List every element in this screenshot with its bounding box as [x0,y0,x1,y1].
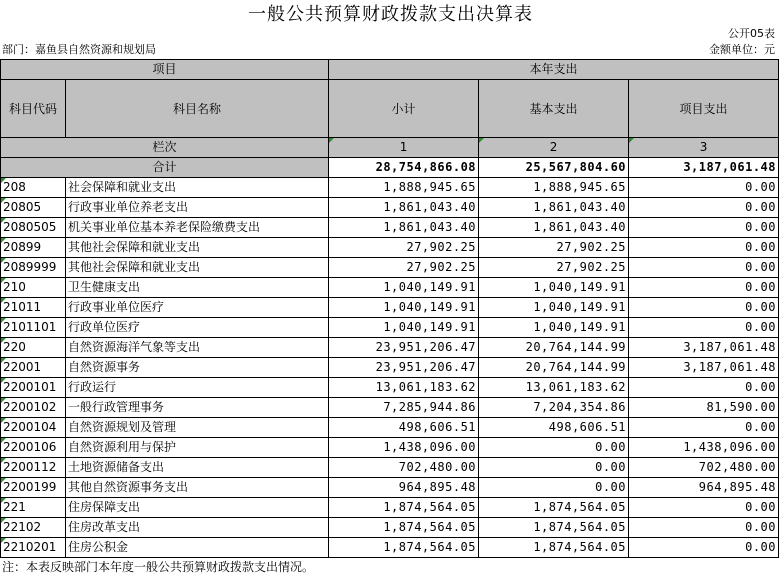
row-project: 0.00 [629,318,779,338]
table-row [1,218,779,238]
row-project: 0.00 [629,178,779,198]
row-code: 221 [1,498,66,518]
row-subtotal: 1,040,149.91 [329,318,479,338]
row-basic: 1,040,149.91 [479,278,629,298]
row-code: 2089999 [1,258,66,278]
row-code: 2200199 [1,478,66,498]
row-code: 2200106 [1,438,66,458]
row-name: 其他自然资源事务支出 [66,478,329,498]
table-row [1,198,779,218]
row-name: 社会保障和就业支出 [66,178,329,198]
unit-label: 金额单位：元 [709,43,775,56]
row-name: 行政事业单位医疗 [66,298,329,318]
table-row [1,238,779,258]
header-subtotal: 小计 [329,80,479,138]
column-no-1: 1 [329,138,479,158]
row-basic: 7,204,354.86 [479,398,629,418]
row-basic: 20,764,144.99 [479,358,629,378]
row-basic: 13,061,183.62 [479,378,629,398]
row-basic: 1,874,564.05 [479,498,629,518]
row-name: 其他社会保障和就业支出 [66,258,329,278]
header-name: 科目名称 [66,80,329,138]
row-project: 1,438,096.00 [629,438,779,458]
row-basic: 20,764,144.99 [479,338,629,358]
row-basic: 1,040,149.91 [479,318,629,338]
row-name: 自然资源海洋气象等支出 [66,338,329,358]
row-project: 3,187,061.48 [629,338,779,358]
row-basic: 0.00 [479,478,629,498]
row-name: 住房公积金 [66,538,329,558]
row-name: 卫生健康支出 [66,278,329,298]
row-name: 行政单位医疗 [66,318,329,338]
row-project: 0.00 [629,298,779,318]
table-row [1,398,779,418]
row-subtotal: 702,480.00 [329,458,479,478]
row-project: 0.00 [629,238,779,258]
row-subtotal: 1,874,564.05 [329,518,479,538]
row-project: 0.00 [629,378,779,398]
row-name: 住房改革支出 [66,518,329,538]
row-basic: 27,902.25 [479,258,629,278]
column-no-label: 栏次 [1,138,329,158]
row-code: 208 [1,178,66,198]
row-subtotal: 1,040,149.91 [329,278,479,298]
table-code: 公开05表 [728,27,775,40]
row-subtotal: 23,951,206.47 [329,358,479,378]
header-item-group: 项目 [1,60,329,80]
total-basic: 25,567,804.60 [479,158,629,178]
row-project: 0.00 [629,518,779,538]
header-project: 项目支出 [629,80,779,138]
row-code: 2200102 [1,398,66,418]
report-title: 一般公共预算财政拨款支出决算表 [248,4,533,25]
table-row [1,478,779,498]
row-name: 自然资源利用与保护 [66,438,329,458]
row-subtotal: 23,951,206.47 [329,338,479,358]
row-name: 其他社会保障和就业支出 [66,238,329,258]
row-basic: 27,902.25 [479,238,629,258]
row-subtotal: 964,895.48 [329,478,479,498]
row-code: 20899 [1,238,66,258]
row-basic: 1,874,564.05 [479,518,629,538]
table-row [1,458,779,478]
row-name: 自然资源事务 [66,358,329,378]
row-project: 0.00 [629,278,779,298]
table-row [1,278,779,298]
row-subtotal: 1,888,945.65 [329,178,479,198]
column-no-3: 3 [629,138,779,158]
row-basic: 1,888,945.65 [479,178,629,198]
row-code: 20805 [1,198,66,218]
row-name: 机关事业单位基本养老保险缴费支出 [66,218,329,238]
row-subtotal: 498,606.51 [329,418,479,438]
row-basic: 1,040,149.91 [479,298,629,318]
table-row [1,538,779,558]
row-code: 2210201 [1,538,66,558]
expenditure-table [0,59,779,558]
table-row [1,178,779,198]
row-basic: 498,606.51 [479,418,629,438]
row-project: 0.00 [629,198,779,218]
row-project: 81,590.00 [629,398,779,418]
row-basic: 0.00 [479,438,629,458]
table-row [1,258,779,278]
row-name: 自然资源规划及管理 [66,418,329,438]
total-subtotal: 28,754,866.08 [329,158,479,178]
row-code: 2200104 [1,418,66,438]
row-project: 702,480.00 [629,458,779,478]
row-basic: 1,861,043.40 [479,218,629,238]
row-subtotal: 1,874,564.05 [329,498,479,518]
row-name: 住房保障支出 [66,498,329,518]
row-project: 0.00 [629,258,779,278]
table-row [1,418,779,438]
row-basic: 0.00 [479,458,629,478]
header-code: 科目代码 [1,80,66,138]
row-code: 2200112 [1,458,66,478]
row-subtotal: 27,902.25 [329,238,479,258]
total-label: 合计 [1,158,329,178]
row-code: 210 [1,278,66,298]
row-subtotal: 7,285,944.86 [329,398,479,418]
row-project: 0.00 [629,498,779,518]
row-name: 行政事业单位养老支出 [66,198,329,218]
table-row [1,318,779,338]
table-row [1,358,779,378]
table-row [1,518,779,538]
header-current-year-group: 本年支出 [329,60,779,80]
row-project: 3,187,061.48 [629,358,779,378]
row-basic: 1,874,564.05 [479,538,629,558]
row-subtotal: 13,061,183.62 [329,378,479,398]
header-basic: 基本支出 [479,80,629,138]
row-subtotal: 27,902.25 [329,258,479,278]
column-no-2: 2 [479,138,629,158]
row-subtotal: 1,874,564.05 [329,538,479,558]
row-code: 21011 [1,298,66,318]
row-name: 行政运行 [66,378,329,398]
row-code: 2101101 [1,318,66,338]
row-name: 一般行政管理事务 [66,398,329,418]
table-row [1,498,779,518]
department-label: 部门：嘉鱼县自然资源和规划局 [2,43,156,56]
table-row [1,378,779,398]
row-project: 0.00 [629,218,779,238]
row-subtotal: 1,861,043.40 [329,198,479,218]
row-project: 964,895.48 [629,478,779,498]
footnote: 注：本表反映部门本年度一般公共预算财政拨款支出情况。 [2,560,315,574]
row-subtotal: 1,861,043.40 [329,218,479,238]
row-project: 0.00 [629,538,779,558]
row-basic: 1,861,043.40 [479,198,629,218]
table-row [1,338,779,358]
table-row [1,298,779,318]
row-subtotal: 1,438,096.00 [329,438,479,458]
row-code: 22102 [1,518,66,538]
row-subtotal: 1,040,149.91 [329,298,479,318]
row-code: 2200101 [1,378,66,398]
row-code: 220 [1,338,66,358]
row-code: 22001 [1,358,66,378]
row-name: 土地资源储备支出 [66,458,329,478]
table-row [1,438,779,458]
row-project: 0.00 [629,418,779,438]
row-code: 2080505 [1,218,66,238]
total-project: 3,187,061.48 [629,158,779,178]
